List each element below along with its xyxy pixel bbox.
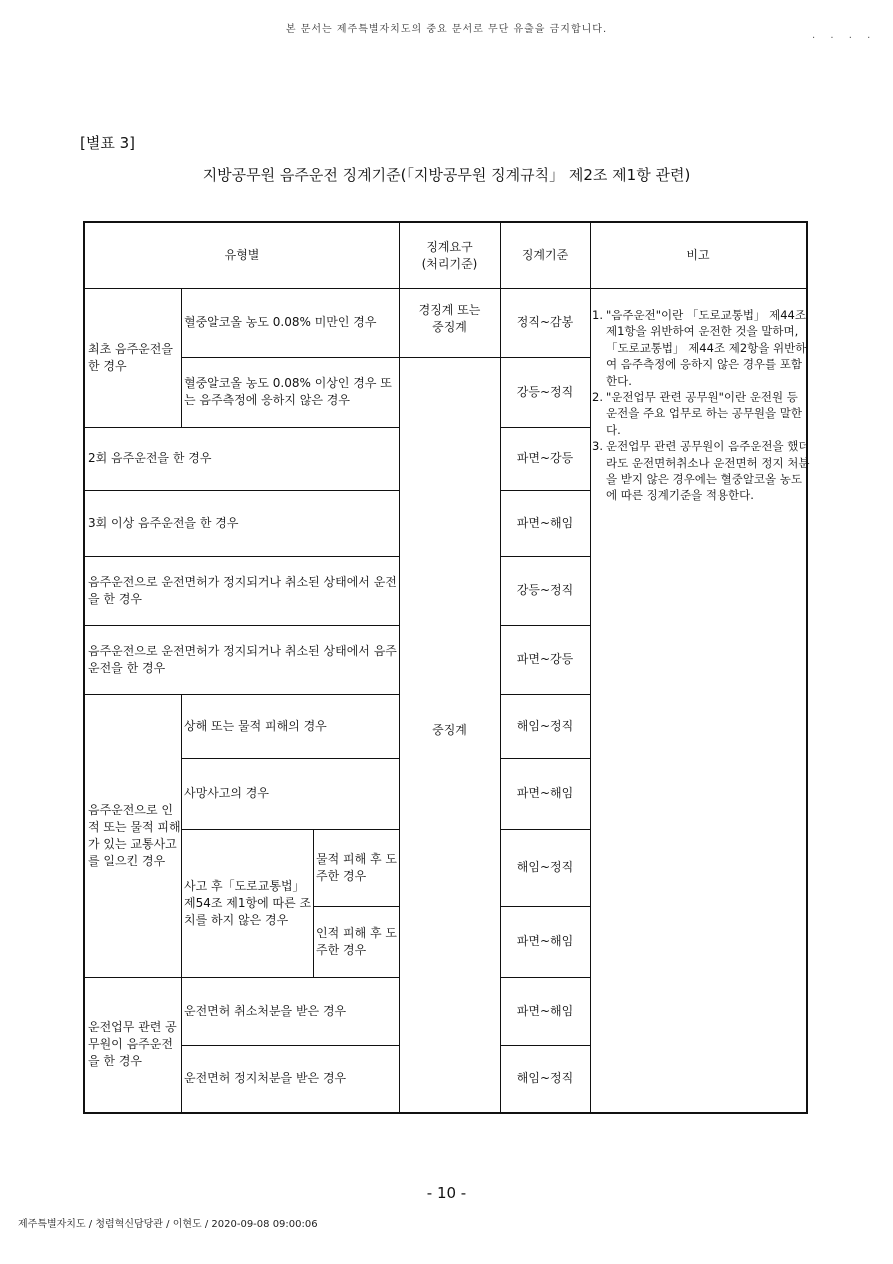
type-cell: 물적 피해 후 도주한 경우	[316, 851, 397, 883]
standard-cell: 파면~해임	[516, 515, 574, 530]
header-notes: 비고	[686, 248, 710, 262]
note-number: 3.	[592, 439, 603, 454]
document-title: 지방공무원 음주운전 징계기준(「지방공무원 징계규칙」 제2조 제1항 관련)	[202, 166, 691, 184]
request-rest: 중징계	[432, 723, 467, 737]
header-request-line2: (처리기준)	[421, 256, 478, 271]
note-text: 운전업무 관련 공무원이 음주운전을 했더라도 운전면허취소나 운전면허 정지 처분을 받지 않은 경우에는 혈중알코올 농도에 따른 징계기준을 적용한다.	[606, 439, 810, 503]
type-cell: 혈중알코올 농도 0.08% 이상인 경우 또는 음주측정에 응하지 않은 경우	[184, 376, 392, 407]
group-accident: 음주운전으로 인적 또는 물적 피해가 있는 교통사고를 일으킨 경우	[88, 802, 181, 868]
note-number: 2.	[592, 390, 603, 405]
standard-cell: 해임~정직	[516, 1071, 574, 1085]
standard-cell: 강등~정직	[516, 384, 574, 399]
header-type: 유형별	[224, 248, 260, 262]
standard-cell: 파면~해임	[516, 934, 574, 948]
note-text: "음주운전"이란 「도로교통법」 제44조 제1항을 위반하여 운전한 것을 말하며, 「도로교통법」 제44조 제2항을 위반하여 음주측정에 응하지 않은 경우를 포함한다.	[606, 308, 807, 388]
discipline-table	[83, 221, 808, 1114]
type-cell: 3회 이상 음주운전을 한 경우	[88, 515, 239, 530]
note-number: 1.	[592, 308, 603, 322]
group-first-offense: 최초 음주운전을 한 경우	[88, 341, 173, 373]
standard-cell: 해임~정직	[516, 860, 574, 874]
standard-cell: 파면~해임	[516, 1003, 574, 1018]
note-text: "운전업무 관련 공무원"이란 운전원 등 운전을 주요 업무로 하는 공무원을 말한다.	[606, 390, 803, 437]
type-cell: 인적 피해 후 도주한 경우	[316, 925, 397, 957]
type-cell: 음주운전으로 운전면허가 정지되거나 취소된 상태에서 음주운전을 한 경우	[88, 643, 397, 675]
appendix-label: [별표 3]	[80, 134, 135, 152]
footer-meta: 제주특별자치도 / 청렴혁신담당관 / 이현도 / 2020-09-08 09:00:06	[18, 1219, 318, 1230]
standard-cell: 해임~정직	[516, 718, 574, 733]
header-request-line1: 징계요구	[426, 239, 473, 254]
standard-cell: 파면~강등	[516, 652, 574, 666]
type-cell: 사망사고의 경우	[184, 786, 269, 800]
standard-cell: 파면~강등	[516, 451, 574, 465]
page-number: - 10 -	[426, 1184, 467, 1202]
note-item	[592, 307, 810, 389]
standard-cell: 파면~해임	[516, 786, 574, 800]
notes-list	[592, 307, 810, 504]
standard-cell: 강등~정직	[516, 583, 574, 597]
group-official: 운전업무 관련 공무원이 음주운전을 한 경우	[88, 1020, 177, 1068]
type-cell: 혈중알코올 농도 0.08% 미만인 경우	[184, 315, 377, 329]
header-standard: 징계기준	[521, 248, 569, 262]
note-item	[592, 438, 810, 504]
note-item	[592, 389, 810, 438]
corner-marks: . . . .	[812, 30, 877, 41]
type-cell: 2회 음주운전을 한 경우	[88, 451, 212, 465]
group-no-measure: 사고 후「도로교통법」 제54조 제1항에 따른 조치를 하지 않은 경우	[184, 878, 312, 927]
header-request	[399, 223, 500, 288]
type-cell: 운전면허 취소처분을 받은 경우	[184, 1003, 347, 1018]
type-cell: 운전면허 정지처분을 받은 경우	[184, 1071, 347, 1085]
rule-col-notes	[590, 223, 591, 1112]
watermark-text: 본 문서는 제주특별자치도의 중요 문서로 무단 유출을 금지합니다.	[285, 24, 608, 35]
type-cell: 음주운전으로 운전면허가 정지되거나 취소된 상태에서 운전을 한 경우	[88, 574, 397, 606]
type-cell: 상해 또는 물적 피해의 경우	[184, 718, 327, 733]
request-first: 경징계 또는 중징계	[418, 303, 481, 334]
standard-cell: 정직~감봉	[516, 315, 574, 329]
